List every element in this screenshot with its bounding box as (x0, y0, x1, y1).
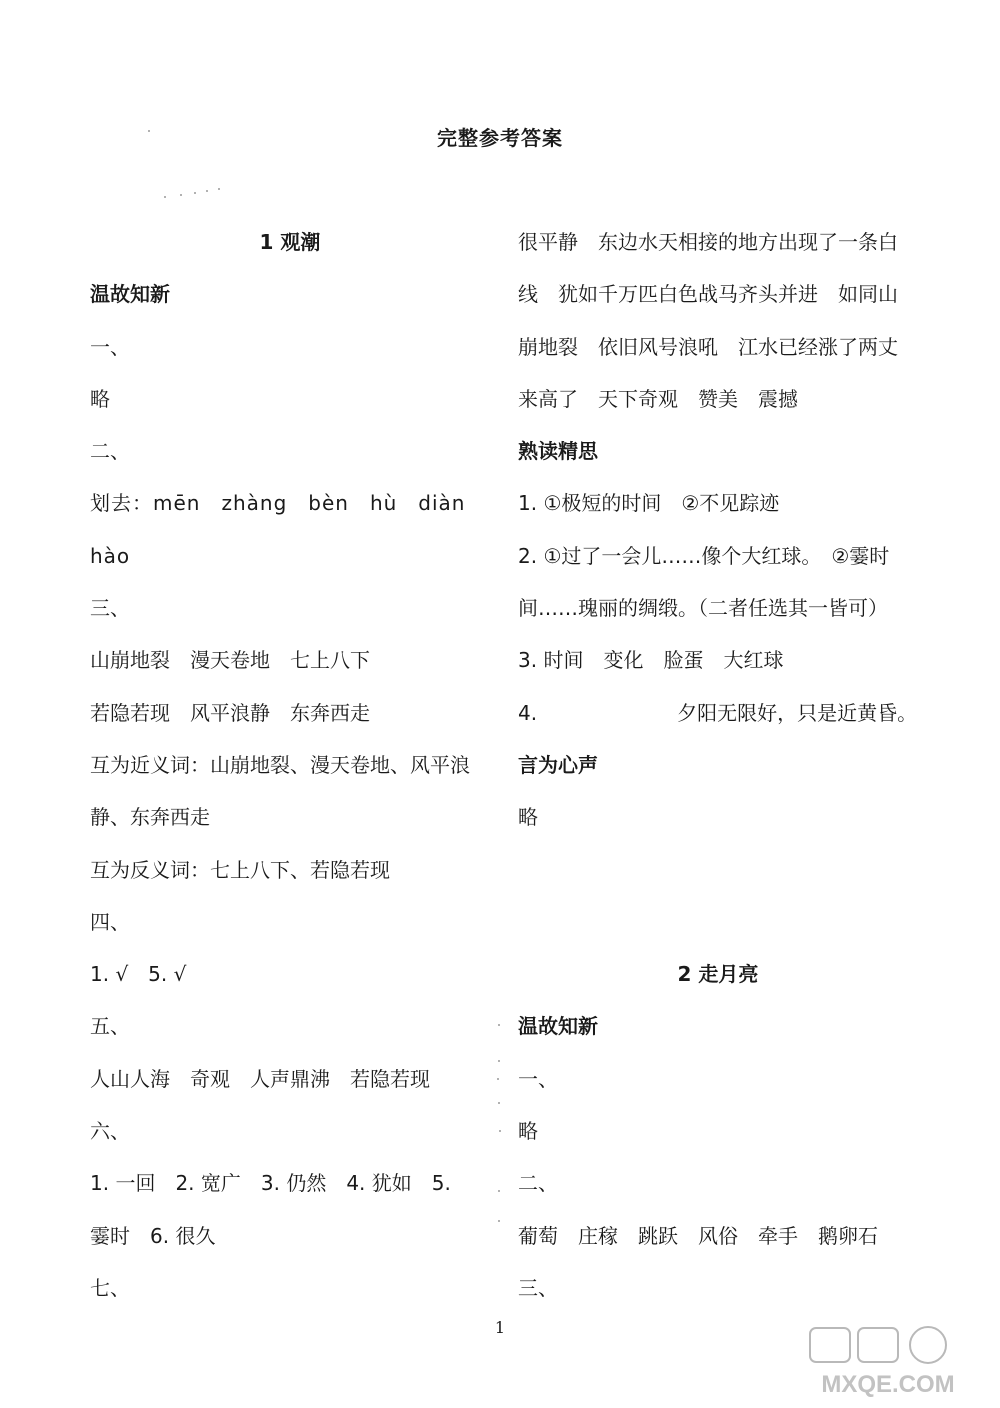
answer-line: 略 (518, 1119, 538, 1144)
answer-line: 1. 一回 2. 宽广 3. 仍然 4. 犹如 5. (90, 1171, 451, 1196)
answer-line: 四、 (90, 909, 130, 934)
answer-line: 一、 (518, 1066, 558, 1091)
answer-line: 互为反义词：七上八下、若隐若现 (90, 857, 390, 882)
answer-line: 山崩地裂 漫天卷地 七上八下 (90, 648, 370, 673)
subsection-heading: 温故知新 (90, 282, 170, 307)
answer-line: 3. 时间 变化 脸蛋 大红球 (518, 648, 784, 673)
section-title: 2 走月亮 (677, 962, 759, 987)
answer-line: 若隐若现 风平浪静 东奔西走 (90, 700, 370, 725)
answer-line: 七、 (90, 1275, 130, 1300)
answer-line: 二、 (518, 1171, 558, 1196)
answer-line: 崩地裂 依旧风号浪吼 江水已经涨了两丈 (518, 334, 898, 359)
section-title: 1 观潮 (259, 230, 321, 254)
answer-line: 三、 (90, 596, 130, 621)
answer-line: 略 (518, 805, 538, 830)
answer-line: 1. √ 5. √ (90, 962, 187, 987)
watermark-logo (788, 1322, 988, 1402)
answer-line: 静、东奔西走 (90, 805, 210, 830)
answer-line: 五、 (90, 1014, 130, 1039)
watermark-text: MXQE.COM (821, 1371, 955, 1398)
answer-line: 一、 (90, 334, 130, 359)
answer-line: 划去：mēn zhàng bèn hù diàn (90, 491, 466, 516)
blank-line (518, 896, 918, 948)
answer-line: 2. ①过了一会儿……像个大红球。 ②霎时 (518, 543, 890, 568)
subsection-heading: 熟读精思 (518, 439, 598, 464)
subsection-heading: 温故知新 (518, 1014, 598, 1039)
answer-line: 4. 夕阳无限好，只是近黄昏。 (518, 700, 918, 725)
answer-line: 线 犹如千万匹白色战马齐头并进 如同山 (518, 282, 898, 307)
answer-line: 来高了 天下奇观 赞美 震撼 (518, 386, 798, 411)
answer-line: 人山人海 奇观 人声鼎沸 若隐若现 (90, 1066, 430, 1091)
right-column (518, 216, 918, 1314)
answer-line: 葡萄 庄稼 跳跃 风俗 牵手 鹅卵石 (518, 1223, 878, 1248)
answer-line: 很平静 东边水天相接的地方出现了一条白 (518, 230, 898, 254)
answer-line: 霎时 6. 很久 (90, 1223, 216, 1248)
page-title: 完整参考答案 (437, 126, 563, 150)
answer-line: 二、 (90, 439, 130, 464)
scan-specks (146, 128, 226, 208)
left-column (90, 216, 490, 1314)
answer-line: 略 (90, 386, 110, 411)
answer-line: 六、 (90, 1119, 130, 1144)
page-number: 1 (494, 1318, 506, 1337)
subsection-heading: 言为心声 (518, 752, 598, 777)
answer-line: hào (90, 543, 131, 568)
answer-line: 间……瑰丽的绸缎。（二者任选其一皆可） (518, 596, 888, 621)
blank-line (518, 844, 918, 896)
answer-line: 互为近义词：山崩地裂、漫天卷地、风平浪 (90, 752, 470, 777)
answer-line: 1. ①极短的时间 ②不见踪迹 (518, 491, 780, 516)
answer-line: 三、 (518, 1275, 558, 1300)
scan-artifact (494, 1020, 504, 1240)
